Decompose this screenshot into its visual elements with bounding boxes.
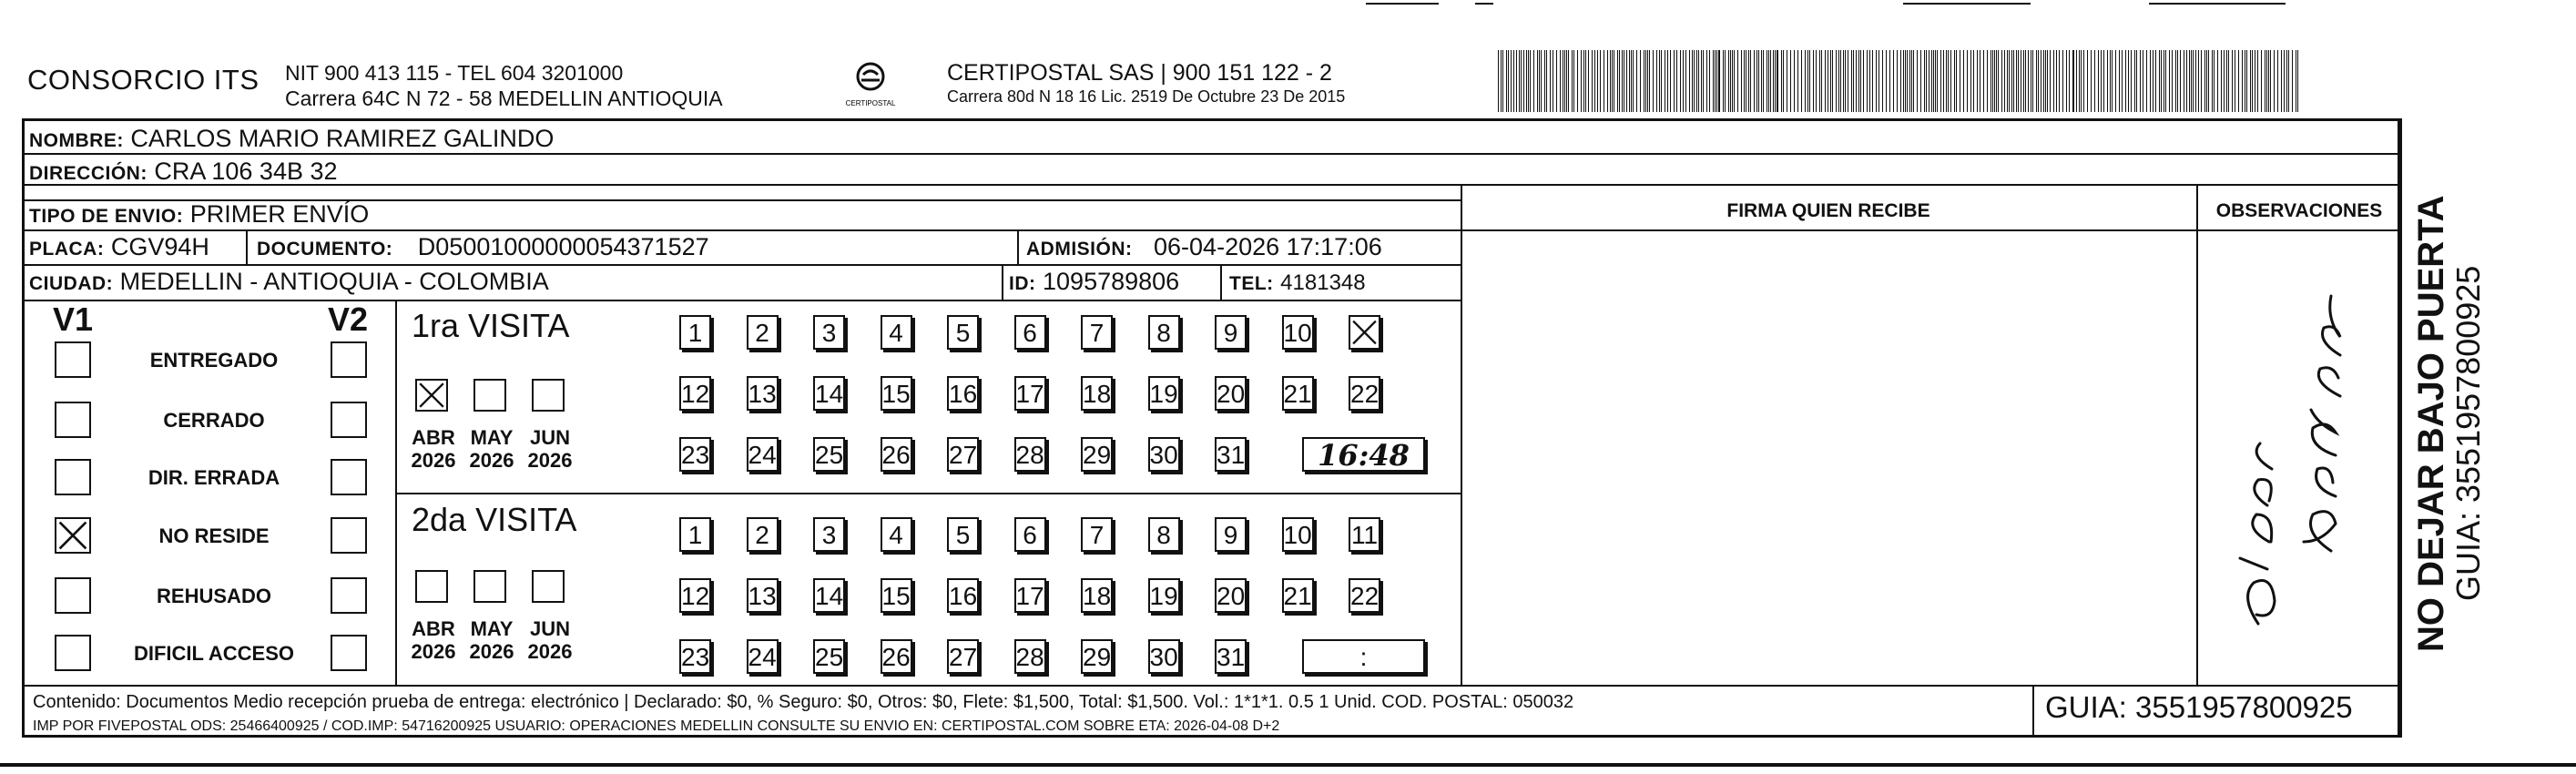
day-box[interactable]: 24: [747, 437, 779, 472]
day-box[interactable]: 3: [813, 517, 845, 552]
month-label: ABR 2026: [411, 617, 456, 663]
day-box[interactable]: 31: [1215, 437, 1247, 472]
ciudad-value: MEDELLIN - ANTIOQUIA - COLOMBIA: [119, 268, 549, 295]
col-divider: [1002, 264, 1003, 300]
day-box[interactable]: 15: [881, 376, 912, 411]
day-box[interactable]: 17: [1014, 376, 1046, 411]
col-divider: [1461, 184, 1462, 685]
admision-field: [1026, 233, 1382, 261]
day-box[interactable]: 14: [813, 376, 845, 411]
ciudad-label: CIUDAD:: [29, 273, 114, 294]
v2-label: V2: [328, 300, 369, 338]
footer-guia: GUIA: 3551957800925: [2045, 690, 2353, 724]
month-checkbox[interactable]: [473, 379, 506, 412]
company-address: Carrera 64C N 72 - 58 MEDELLIN ANTIOQUIA: [285, 87, 723, 110]
day-box[interactable]: 26: [881, 437, 912, 472]
day-box[interactable]: 9: [1215, 315, 1247, 350]
day-box[interactable]: 26: [881, 639, 912, 674]
row-divider: [22, 300, 1461, 301]
nombre-field: [29, 125, 554, 153]
tipo-envio-field: [29, 200, 369, 229]
certipostal-line: CERTIPOSTAL SAS | 900 151 122 - 2: [947, 60, 1332, 86]
status-v1-checkbox[interactable]: [55, 517, 91, 554]
row-divider: [22, 184, 2400, 186]
placa-label: PLACA:: [29, 239, 105, 260]
day-box[interactable]: 4: [881, 315, 912, 350]
row-divider: [2196, 229, 2400, 231]
id-value: 1095789806: [1043, 268, 1180, 295]
company-nit-block: [285, 60, 723, 111]
status-v1-checkbox[interactable]: [55, 577, 91, 614]
day-box[interactable]: 19: [1148, 578, 1180, 613]
top-edge-mark: [1903, 3, 2031, 5]
status-v2-checkbox[interactable]: [331, 577, 367, 614]
day-box[interactable]: 2: [747, 517, 779, 552]
placa-field: [29, 233, 209, 261]
status-label: DIR. ERRADA: [148, 466, 280, 489]
status-label: NO RESIDE: [158, 524, 270, 547]
day-box[interactable]: 22: [1349, 578, 1380, 613]
tel-value: 4181348: [1280, 270, 1366, 295]
day-box[interactable]: 1: [679, 517, 711, 552]
documento-value: D05001000000054371527: [417, 233, 709, 260]
month-label: JUN 2026: [527, 426, 573, 472]
col-divider: [2400, 118, 2402, 738]
barcode: [1498, 50, 2304, 112]
status-v1-checkbox[interactable]: [55, 402, 91, 438]
top-edge-mark: [2149, 3, 2286, 5]
day-box[interactable]: 12: [679, 578, 711, 613]
status-v1-checkbox[interactable]: [55, 635, 91, 671]
status-v1-checkbox[interactable]: [55, 459, 91, 495]
day-box[interactable]: 21: [1282, 578, 1314, 613]
top-edge-mark: [1475, 3, 1493, 5]
day-box[interactable]: 28: [1014, 437, 1046, 472]
month-checkbox[interactable]: [415, 570, 448, 603]
status-label: DIFICIL ACCESO: [133, 642, 294, 665]
day-box[interactable]: 29: [1081, 437, 1113, 472]
row-divider: [22, 153, 2400, 155]
certipostal-logo: [838, 58, 903, 111]
day-box[interactable]: 14: [813, 578, 845, 613]
month-label: MAY 2026: [469, 426, 514, 472]
status-v2-checkbox[interactable]: [331, 459, 367, 495]
status-v2-checkbox[interactable]: [331, 341, 367, 378]
visit1-title: 1ra VISITA: [412, 307, 570, 344]
bottom-edge-mark: [0, 763, 2576, 767]
row-divider: [22, 229, 2400, 231]
footer-contents: Contenido: Documentos Medio recepción prueba de entrega: electrónico | Declarado: $0, % Seguro: $0, Otros: $0, Flete: $1,500, Total: $1,500. Vol.: 1*1*1. 0.5 1 Unid. COD. POSTAL: 050032: [33, 692, 1574, 712]
placa-value: CGV94H: [110, 233, 209, 260]
day-box[interactable]: 11: [1349, 517, 1380, 552]
day-box[interactable]: 18: [1081, 578, 1113, 613]
day-box[interactable]: 27: [947, 639, 979, 674]
day-box[interactable]: 12: [679, 376, 711, 411]
col-divider: [2196, 184, 2198, 685]
direccion-label: DIRECCIÓN:: [29, 163, 148, 184]
row-divider: [22, 264, 1461, 266]
company-nit: NIT 900 413 115 - TEL 604 3201000: [285, 61, 624, 85]
day-box[interactable]: 23: [679, 639, 711, 674]
day-box[interactable]: 27: [947, 437, 979, 472]
status-label: ENTREGADO: [149, 349, 279, 372]
day-box[interactable]: 28: [1014, 639, 1046, 674]
day-box[interactable]: 5: [947, 517, 979, 552]
day-box[interactable]: 6: [1014, 315, 1046, 350]
observaciones-header: OBSERVACIONES: [2215, 200, 2383, 221]
status-v2-checkbox[interactable]: [331, 635, 367, 671]
day-box[interactable]: 25: [813, 437, 845, 472]
side-warning: NO DEJAR BAJO PUERTA: [2411, 195, 2451, 652]
status-v1-checkbox[interactable]: [55, 341, 91, 378]
month-checkbox[interactable]: [415, 379, 448, 412]
day-box[interactable]: 5: [947, 315, 979, 350]
day-box[interactable]: 10: [1282, 517, 1314, 552]
tel-label: TEL:: [1229, 273, 1274, 294]
handwritten-observation: [2204, 241, 2386, 633]
row-divider: [22, 685, 2400, 687]
day-box[interactable]: 20: [1215, 376, 1247, 411]
day-box[interactable]: [1349, 315, 1380, 350]
status-v2-checkbox[interactable]: [331, 517, 367, 554]
month-label: MAY 2026: [469, 617, 514, 663]
firma-header: FIRMA QUIEN RECIBE: [1726, 200, 1930, 221]
day-box[interactable]: 18: [1081, 376, 1113, 411]
time-box[interactable]: :: [1302, 639, 1425, 674]
day-box[interactable]: 30: [1148, 639, 1180, 674]
tipo-envio-label: TIPO DE ENVIO:: [29, 206, 184, 227]
col-divider: [1220, 264, 1222, 300]
day-box[interactable]: 6: [1014, 517, 1046, 552]
day-box[interactable]: 29: [1081, 639, 1113, 674]
day-box[interactable]: 24: [747, 639, 779, 674]
admision-value: 06-04-2026 17:17:06: [1154, 233, 1382, 260]
company-name: CONSORCIO ITS: [27, 64, 260, 96]
ciudad-field: [29, 268, 549, 296]
top-edge-mark: [1366, 3, 1439, 5]
nombre-label: NOMBRE:: [29, 130, 124, 151]
month-checkbox[interactable]: [473, 570, 506, 603]
id-label: ID:: [1009, 273, 1036, 294]
day-box[interactable]: 13: [747, 376, 779, 411]
id-field: [1009, 268, 1179, 296]
day-box[interactable]: 22: [1349, 376, 1380, 411]
nombre-value: CARLOS MARIO RAMIREZ GALINDO: [130, 125, 555, 152]
day-box[interactable]: 16: [947, 578, 979, 613]
day-box[interactable]: 15: [881, 578, 912, 613]
day-box[interactable]: 13: [747, 578, 779, 613]
day-box[interactable]: 8: [1148, 315, 1180, 350]
month-label: JUN 2026: [527, 617, 573, 663]
visit2-title: 2da VISITA: [412, 501, 577, 538]
day-box[interactable]: 4: [881, 517, 912, 552]
documento-field: [257, 233, 709, 261]
month-label: ABR 2026: [411, 426, 456, 472]
day-box[interactable]: 20: [1215, 578, 1247, 613]
day-box[interactable]: 7: [1081, 517, 1113, 552]
tipo-envio-value: PRIMER ENVÍO: [189, 200, 370, 228]
day-box[interactable]: 23: [679, 437, 711, 472]
status-v2-checkbox[interactable]: [331, 402, 367, 438]
day-box[interactable]: 16: [947, 376, 979, 411]
row-divider: [395, 493, 1461, 494]
day-box[interactable]: 25: [813, 639, 845, 674]
day-box[interactable]: 21: [1282, 376, 1314, 411]
admision-label: ADMISIÓN:: [1026, 239, 1133, 260]
day-box[interactable]: 3: [813, 315, 845, 350]
footer-print-info: IMP POR FIVEPOSTAL ODS: 25466400925 / COD.IMP: 54716200925 USUARIO: OPERACIONES MEDELLIN CONSULTE SU ENVIO EN: CERTIPOSTAL.COM SOBRE ETA: 2026-04-08 D+2: [33, 718, 1280, 734]
col-divider: [1017, 229, 1019, 264]
certipostal-address: Carrera 80d N 18 16 Lic. 2519 De Octubre 23 De 2015: [947, 87, 1346, 106]
day-box[interactable]: 31: [1215, 639, 1247, 674]
v1-label: V1: [53, 300, 94, 338]
month-checkbox[interactable]: [532, 570, 565, 603]
day-box[interactable]: 8: [1148, 517, 1180, 552]
day-box[interactable]: 19: [1148, 376, 1180, 411]
col-divider: [395, 300, 397, 685]
logo-text: CERTIPOSTAL: [845, 99, 896, 107]
status-label: REHUSADO: [157, 585, 271, 607]
day-box[interactable]: 10: [1282, 315, 1314, 350]
col-divider: [246, 229, 248, 264]
day-box[interactable]: 17: [1014, 578, 1046, 613]
direccion-value: CRA 106 34B 32: [154, 158, 338, 185]
documento-label: DOCUMENTO:: [257, 239, 393, 260]
day-box[interactable]: 2: [747, 315, 779, 350]
day-box[interactable]: 7: [1081, 315, 1113, 350]
col-divider: [2032, 685, 2034, 738]
month-checkbox[interactable]: [532, 379, 565, 412]
day-box[interactable]: 1: [679, 315, 711, 350]
time-box[interactable]: 16:48: [1302, 437, 1425, 472]
day-box[interactable]: 30: [1148, 437, 1180, 472]
direccion-field: [29, 158, 338, 186]
side-guia: GUIA: 3551957800925: [2449, 265, 2487, 601]
tel-field: [1229, 268, 1366, 296]
status-label: CERRADO: [163, 409, 265, 432]
day-box[interactable]: 9: [1215, 517, 1247, 552]
